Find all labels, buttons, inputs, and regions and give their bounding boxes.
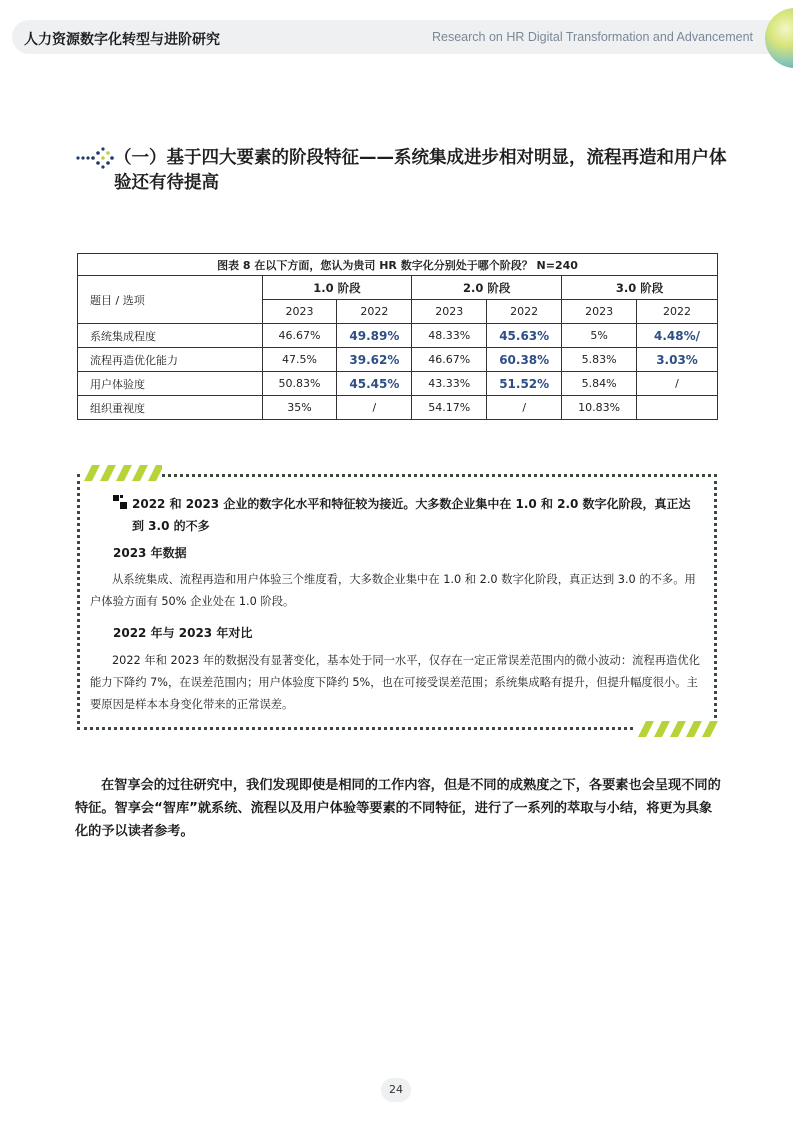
table-cell: / (637, 372, 718, 396)
table-cell: 3.03% (637, 348, 718, 372)
table-cell: 48.33% (412, 324, 487, 348)
table-caption: 图表 8 在以下方面，您认为贵司 HR 数字化分别处于哪个阶段？ N=240 (78, 254, 718, 276)
dots-ornament-icon (76, 146, 116, 170)
summary-paragraph: 从系统集成、流程再造和用户体验三个维度看，大多数企业集中在 1.0 和 2.0 数字化阶段，真正达到 3.0 的不多。用户体验方面有 50% 企业处在 1.0 阶段。 (90, 573, 696, 608)
page-number: 24 (381, 1078, 411, 1102)
table-cell: 50.83% (262, 372, 337, 396)
section-title: （一）基于四大要素的阶段特征——系统集成进步相对明显，流程再造和用户体验还有待提高 (114, 148, 727, 193)
table-corner-label: 题目 / 选项 (78, 276, 263, 324)
table-cell: 46.67% (412, 348, 487, 372)
stage-header: 2.0 阶段 (412, 276, 562, 300)
header-logo-circle (765, 8, 793, 68)
header-title-cn: 人力资源数字化转型与进阶研究 (24, 32, 220, 48)
table-row (78, 348, 718, 372)
stage-table (77, 253, 718, 420)
summary-subheading: 2023 年数据 (113, 546, 187, 560)
table-cell: 35% (262, 396, 337, 420)
body-paragraph: 在智享会的过往研究中，我们发现即使是相同的工作内容，但是不同的成熟度之下，各要素也会呈现不同的特征。智享会“智库”就系统、流程以及用户体验等要素的不同特征，进行了一系列的萃取与小结，将更为具象化的予以读者参考。 (75, 778, 721, 839)
stage-header: 3.0 阶段 (562, 276, 718, 300)
table-cell: 43.33% (412, 372, 487, 396)
table-cell: 5.84% (562, 372, 637, 396)
table-cell: 5.83% (562, 348, 637, 372)
stripes-ornament-icon (80, 465, 162, 481)
year-header: 2023 (262, 300, 337, 324)
year-header: 2022 (637, 300, 718, 324)
year-header: 2022 (487, 300, 562, 324)
table-cell: 45.63% (487, 324, 562, 348)
table-cell: 47.5% (262, 348, 337, 372)
table-cell: / (337, 396, 412, 420)
table-row (78, 324, 718, 348)
summary-subheading: 2022 年与 2023 年对比 (113, 626, 253, 640)
table-cell: 10.83% (562, 396, 637, 420)
table-cell: / (487, 396, 562, 420)
table-cell: 51.52% (487, 372, 562, 396)
table-cell: 46.67% (262, 324, 337, 348)
row-label: 系统集成程度 (78, 324, 263, 348)
table-cell: 5% (562, 324, 637, 348)
summary-paragraph: 2022 年和 2023 年的数据没有显著变化，基本处于同一水平，仅存在一定正常误差范围内的微小波动：流程再造优化能力下降约 7%，在误差范围内；用户体验度下降约 5%，也在可接受误差范围；系统集成略有提升，但提升幅度很小。主要原因是样本本身变化带来的正常误差。 (90, 654, 700, 711)
table-cell (637, 396, 718, 420)
stripes-ornament-icon (636, 721, 718, 737)
header-title-en: Research on HR Digital Transformation and Advancement (432, 30, 753, 44)
stage-header: 1.0 阶段 (262, 276, 412, 300)
checker-bullet-icon (113, 495, 127, 509)
row-label: 组织重视度 (78, 396, 263, 420)
year-header: 2023 (412, 300, 487, 324)
table-cell: 45.45% (337, 372, 412, 396)
table-cell: 39.62% (337, 348, 412, 372)
row-label: 流程再造优化能力 (78, 348, 263, 372)
row-label: 用户体验度 (78, 372, 263, 396)
table-cell: 4.48%/ (637, 324, 718, 348)
table-cell: 54.17% (412, 396, 487, 420)
year-header: 2023 (562, 300, 637, 324)
table-row (78, 372, 718, 396)
table-cell: 49.89% (337, 324, 412, 348)
table-cell: 60.38% (487, 348, 562, 372)
summary-headline: 2022 和 2023 企业的数字化水平和特征较为接近。大多数企业集中在 1.0 和 2.0 数字化阶段，真正达到 3.0 的不多 (132, 497, 691, 533)
year-header: 2022 (337, 300, 412, 324)
table-row (78, 396, 718, 420)
